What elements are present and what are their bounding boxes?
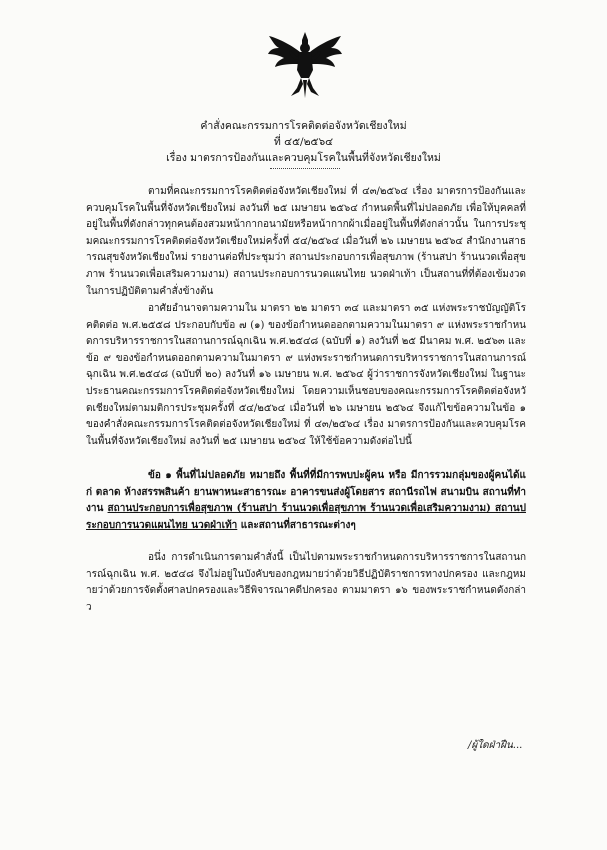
paragraph-authority: อาศัยอำนาจตามความใน มาตรา ๒๒ มาตรา ๓๔ และมาตรา ๓๕ แห่งพระราชบัญญัติโรคติดต่อ พ.ศ.๒๕๕๘ ประกอบกับข้อ ๗ (๑) ของข้อกำหนดออกตามความในมาตรา ๙ แห่งพระราชกำหนดการบริหารราชการในสถานการณ์ฉุกเฉิน พ.ศ.๒๕๔๘ (ฉบับที่ ๑) ลงวันที่ ๒๕ มีนาคม พ.ศ. ๒๕๖๓ และ ข้อ ๙ ของข้อกำหนดออกตามความในมาตรา ๙ แห่งพระราชกำหนดการบริหารราชการในสถานการณ์ฉุกเฉิน พ.ศ.๒๕๔๘ (ฉบับที่ ๒๐) ลงวันที่ ๑๖ เมษายน พ.ศ. ๒๕๖๔ ผู้ว่าราชการจังหวัดเชียงใหม่ ในฐานะประธานคณะกรรมการโรคติดต่อจังหวัดเชียงใหม่ โดยความเห็นชอบของคณะกรรมการโรคติดต่อจังหวัดเชียงใหม่ตามมติการประชุมครั้งที่ ๕๔/๒๕๖๔ เมื่อวันที่ ๒๖ เมษายน ๒๕๖๔ จึงแก้ไขข้อความในข้อ ๑ ของคำสั่งคณะกรรมการโรคติดต่อจังหวัดเชียงใหม่ ที่ ๔๓/๒๕๖๔ เรื่อง มาตรการป้องกันและควบคุมโรคในพื้นที่จังหวัดเชียงใหม่ ลงวันที่ ๒๕ เมษายน ๒๕๖๔ ให้ใช้ข้อความดังต่อไปนี้ [86,303,526,447]
order-title: คำสั่งคณะกรรมการโรคติดต่อจังหวัดเชียงใหม่ [200,120,407,132]
paragraph-clause-1 [86,468,526,534]
order-number: ที่ ๔๕/๒๕๖๔ [273,136,334,148]
clause-1-text: ข้อ ๑ พื้นที่ไม่ปลอดภัย หมายถึง พื้นที่ที่มีการพบปะผู้คน หรือ มีการรวมกลุ่มของผู้คนได้แก่ ตลาด ห้างสรรพสินค้า ยานพาหนะสาธารณะ อาคารขนส่งผู้โดยสาร สถานีรถไฟ สนามบิน สถานที่ทำงาน [86,470,526,515]
paragraph-note: อนึ่ง การดำเนินการตามคำสั่งนี้ เป็นไปตามพระราชกำหนดการบริหารราชการในสถานการณ์ฉุกเฉิน พ.ศ. ๒๕๔๘ จึงไม่อยู่ในบังคับของกฎหมายว่าด้วยวิธีปฏิบัติราชการทางปกครอง และกฎหมายว่าด้วยการจัดตั้งศาลปกครองและวิธีพิจารณาคดีปกครอง ตามมาตรา ๑๖ ของพระราชกำหนดดังกล่าว [86,552,526,613]
paragraph-background: ตามที่คณะกรรมการโรคติดต่อจังหวัดเชียงใหม่ ที่ ๔๓/๒๕๖๔ เรื่อง มาตรการป้องกันและควบคุมโรคในพื้นที่จังหวัดเชียงใหม่ ลงวันที่ ๒๕ เมษายน ๒๕๖๔ กำหนดพื้นที่ไม่ปลอดภัย เพื่อให้บุคคลที่อยู่ในพื้นที่ดังกล่าวทุกคนต้องสวมหน้ากากอนามัยหรือหน้ากากผ้าเมื่ออยู่ในพื้นที่ดังกล่าวนั้น ในการประชุมคณะกรรมการโรคติดต่อจังหวัดเชียงใหม่ครั้งที่ ๕๔/๒๕๖๔ เมื่อวันที่ ๒๖ เมษายน ๒๕๖๔ สำนักงานสาธารณสุขจังหวัดเชียงใหม่ รายงานต่อที่ประชุมว่า สถานประกอบการเพื่อสุขภาพ (ร้านสปา ร้านนวดเพื่อสุขภาพ ร้านนวดเพื่อเสริมความงาม) สถานประกอบการนวดแผนไทย นวดฝ่าเท้า เป็นสถานที่ที่ต้องเข้มงวดในการปฏิบัติตามคำสั่งข้างต้น [86,186,526,297]
header-divider [270,168,340,169]
clause-1-underlined: สถานประกอบการเพื่อสุขภาพ (ร้านสปา ร้านนวดเพื่อสุขภาพ ร้านนวดเพื่อเสริมความงาม) สถานประกอบการนวดแผนไทย นวดฝ่าเท้า [86,503,526,531]
order-subject: เรื่อง มาตรการป้องกันและควบคุมโรคในพื้นที่จังหวัดเชียงใหม่ [166,152,441,164]
continued-marker: /ผู้ใดฝ่าฝืน... [468,740,523,751]
garuda-emblem-icon [265,30,345,100]
clause-1-tail: และสถานที่สาธารณะต่างๆ [237,519,356,531]
